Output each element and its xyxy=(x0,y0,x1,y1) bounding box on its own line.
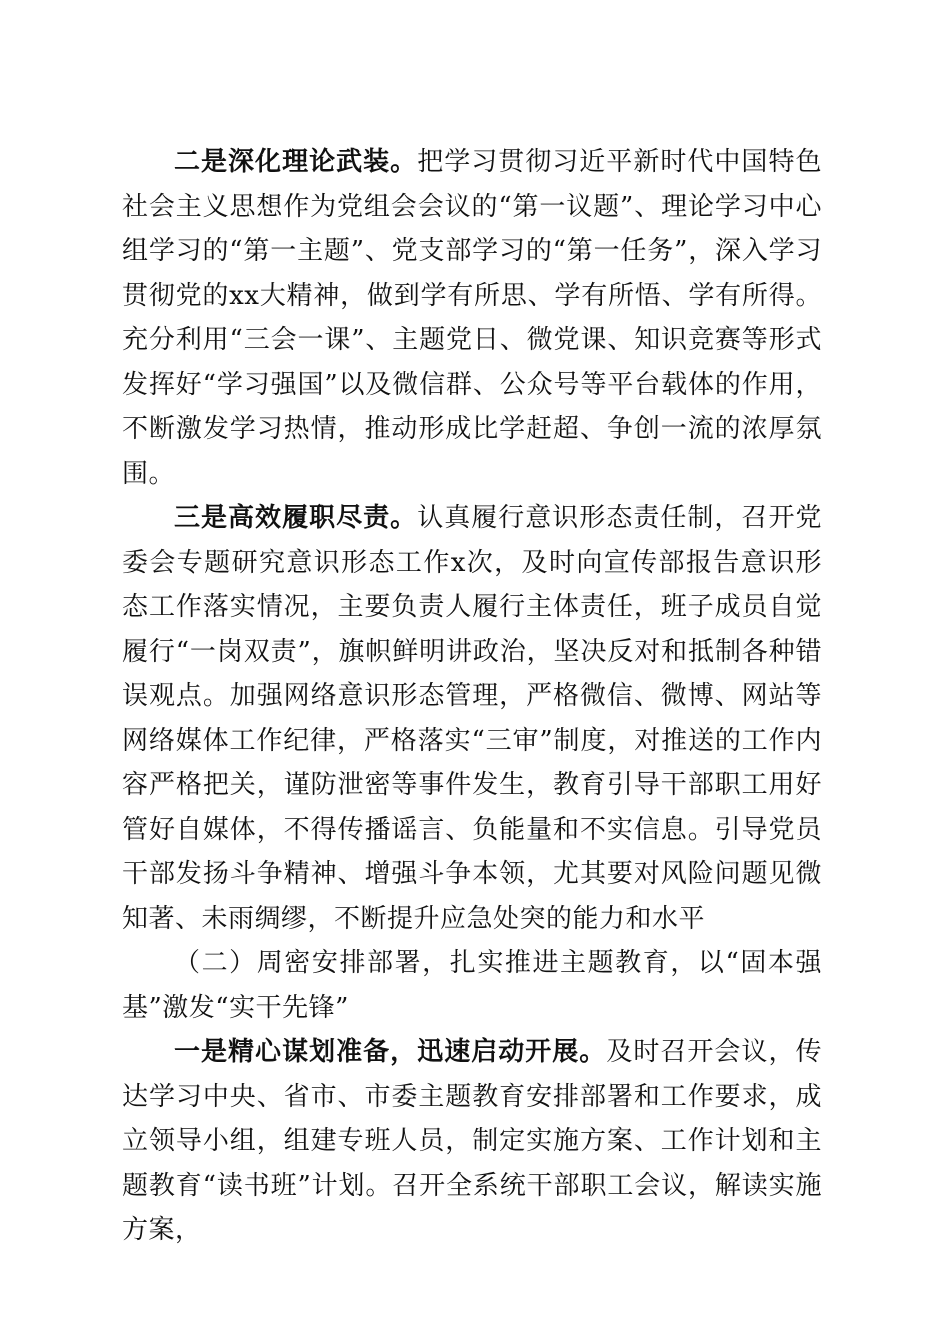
paragraph-body: 认真履行意识形态责任制，召开党委会专题研究意识形态工作x次，及时向宣传部报告意识形态工作落实情况，主要负责人履行主体责任，班子成员自觉履行“一岗双责”，旗帜鲜明讲政治，坚决反对和抵制各种错误观点。加强网络意识形态管理，严格微信、微博、网站等网络媒体工作纪律，严格落实“三审”制度，对推送的工作内容严格把关，谨防泄密等事件发生，教育引导干部职工用好管好自媒体，不得传播谣言、负能量和不实信息。引导党员干部发扬斗争精神、增强斗争本领，尤其要对风险问题见微知著、未雨绸缪，不断提升应急处突的能力和水平 xyxy=(122,503,822,934)
paragraph-planning xyxy=(122,1030,822,1253)
paragraph-theory-study xyxy=(122,140,822,496)
paragraph-body: 把学习贯彻习近平新时代中国特色社会主义思想作为党组会会议的“第一议题”、理论学习中心组学习的“第一主题”、党支部学习的“第一任务”，深入学习贯彻党的xx大精神，做到学有所思、学有所悟、学有所得。充分利用“三会一课”、主题党日、微党课、知识竞赛等形式发挥好“学习强国”以及微信群、公众号等平台载体的作用，不断激发学习热情，推动形成比学赶超、争创一流的浓厚氛围。 xyxy=(122,147,822,489)
paragraph-body: 及时召开会议，传达学习中央、省市、市委主题教育安排部署和工作要求，成立领导小组，组建专班人员，制定实施方案、工作计划和主题教育“读书班”计划。召开全系统干部职工会议，解读实施方案， xyxy=(122,1037,822,1245)
paragraph-lead: 二是深化理论武装。 xyxy=(174,147,418,177)
document-body xyxy=(122,140,822,1253)
section-heading: （二）周密安排部署，扎实推进主题教育，以“固本强基”激发“实干先锋” xyxy=(122,948,822,1023)
paragraph-duty-performance xyxy=(122,496,822,941)
paragraph-lead: 三是高效履职尽责。 xyxy=(174,503,418,533)
paragraph-lead: 一是精心谋划准备，迅速启动开展。 xyxy=(174,1037,607,1067)
